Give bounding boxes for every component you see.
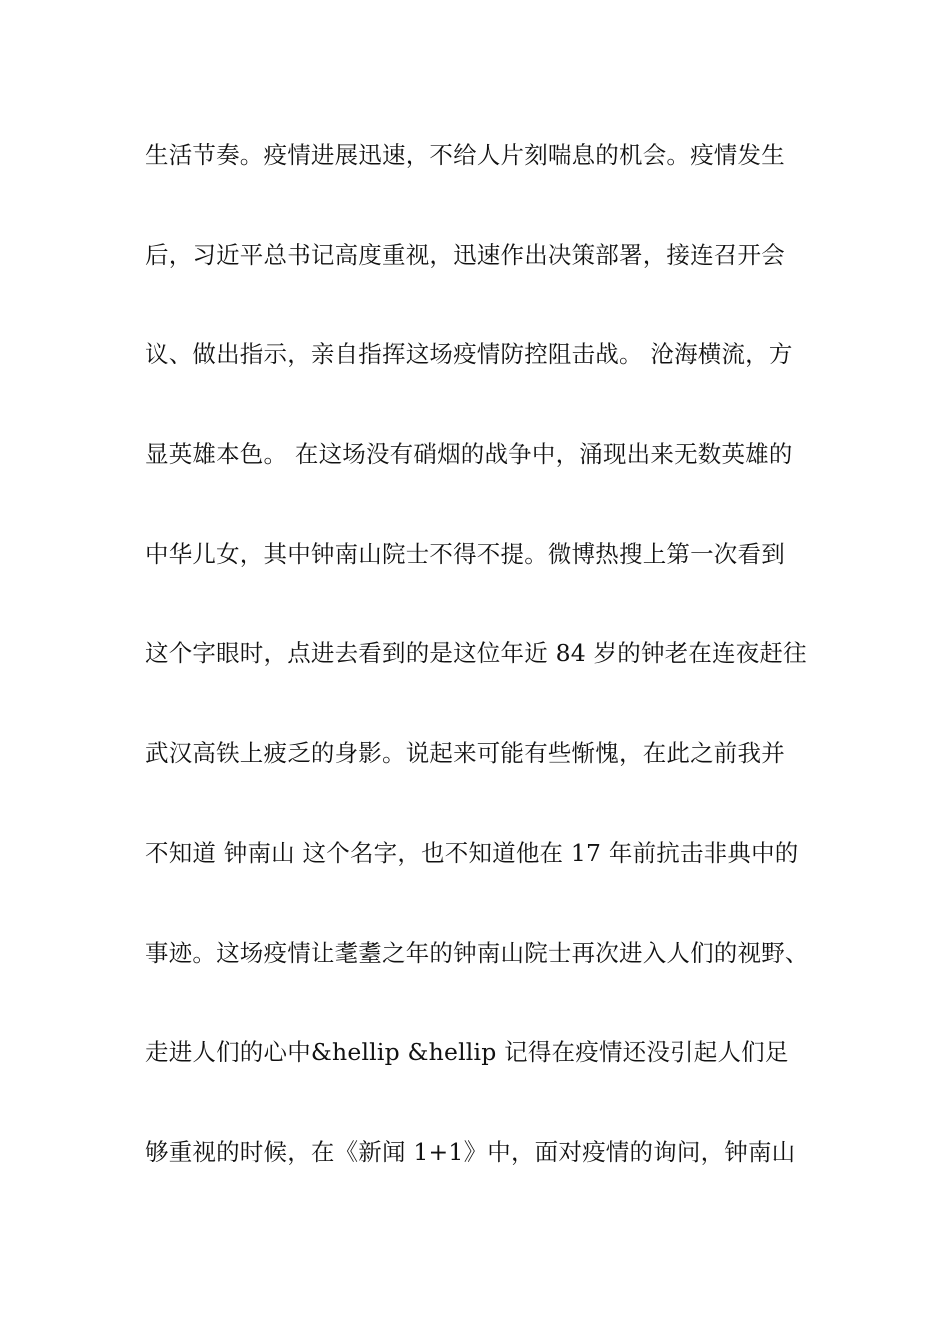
text-line: 后，习近平总书记高度重视，迅速作出决策部署，接连召开会 [145, 240, 785, 269]
text-line: 显英雄本色。 在这场没有硝烟的战争中，涌现出来无数英雄的 [145, 440, 793, 469]
text-line: 不知道 钟南山 这个名字，也不知道他在 17 年前抗击非典中的 [145, 838, 799, 867]
text-line: 走进人们的心中&hellip &hellip 记得在疫情还没引起人们足 [145, 1038, 789, 1067]
text-line: 这个字眼时，点进去看到的是这位年近 84 岁的钟老在连夜赶往 [145, 639, 807, 668]
text-line: 中华儿女，其中钟南山院士不得不提。微博热搜上第一次看到 [145, 539, 785, 568]
text-line: 武汉高铁上疲乏的身影。说起来可能有些惭愧，在此之前我并 [145, 739, 785, 768]
text-line: 事迹。这场疫情让耄耋之年的钟南山院士再次进入人们的视野、 [145, 938, 809, 967]
text-line: 议、做出指示，亲自指挥这场疫情防控阻击战。 沧海横流，方 [145, 340, 793, 369]
body-text [145, 133, 835, 1230]
text-line: 生活节奏。疫情进展迅速，不给人片刻喘息的机会。疫情发生 [145, 141, 785, 169]
text-line: 够重视的时候，在《新闻 1+1》中，面对疫情的询问，钟南山 [145, 1137, 796, 1166]
